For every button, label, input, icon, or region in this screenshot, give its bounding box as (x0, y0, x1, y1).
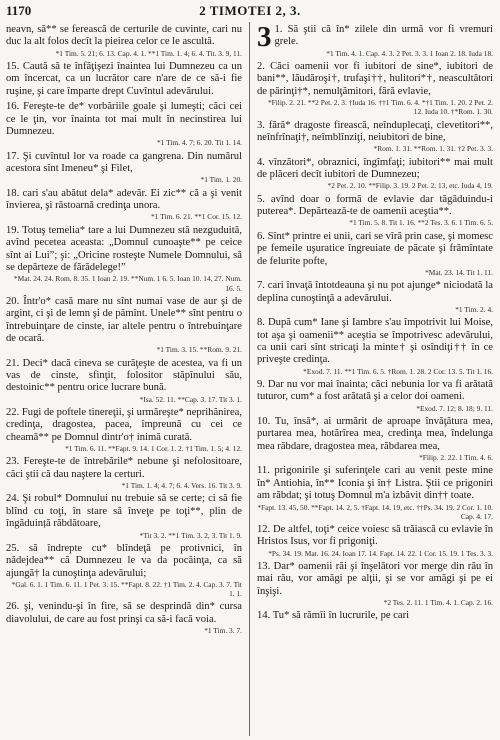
cross-references: *Mat. 23. 14. Tit 1. 11. (425, 267, 493, 277)
verse (257, 465, 493, 521)
left-column (6, 24, 242, 738)
page-header (6, 3, 494, 21)
verse (6, 296, 242, 355)
verse-text: 16. Fereşte-te de* vorbăriile goale şi lumeşti; căci cei ce le ţin, vor înainta tot mai mult în necinstirea lui Dumnezeu. (6, 101, 242, 138)
cross-references: *Ps. 34. 19. Mat. 16. 24. Ioan 17. 14. Fapt. 14. 22. 1 Cor. 15. 19. 1 Tes. 3. 3. (268, 548, 493, 558)
verse-text: 12. De altfel, toţi* ceice voiesc să trăiască cu evlavie în Hristos Isus, vor fi prigoniţi. (257, 524, 493, 548)
verse-text: 14. Tu* să rămîi în lucrurile, pe cari (257, 610, 410, 622)
verse-text: 18. cari s'au abătut dela* adevăr. Ei zic** că a şi venit învierea, şi răstoarnă credinţa unora. (6, 187, 242, 212)
cross-references: *1 Tim. 4. 7; 6. 20. Tit 1. 14. (156, 138, 242, 148)
cross-references: *1 Tim. 6. 11. **Fapt. 9. 14. 1 Cor. 1. 2. †1 Tim. 1. 5; 4. 12. (65, 444, 242, 454)
verse (257, 24, 493, 58)
cross-references: *Exod. 7. 12; 8. 18; 9. 11. (416, 403, 493, 413)
chapter-number: 3 (257, 24, 272, 53)
cross-references: *1 Tim. 5. 8. Tit 1. 16. **2 Tes. 3. 6. 1 Tim. 6. 5. (349, 218, 493, 228)
verse-text: 6. Sînt* printre ei unii, cari se vîră prin case, şi momesc pe femeile uşuratice îngreuiate de păcate şi frămîntate de felurite pofte, (257, 230, 493, 267)
verse (6, 225, 242, 293)
cross-references: *Fapt. 13. 45, 50. **Fapt. 14. 2, 5. †Fapt. 14. 19, etc. ††Ps. 34. 19. 2 Cor. 1. 10. Cap. 4. 17. (257, 502, 493, 521)
verse (257, 194, 493, 228)
verse (6, 101, 242, 147)
verse-text: 7. cari învaţă întotdeauna şi nu pot ajunge* niciodată la deplina cunoştinţă a adevărului. (257, 280, 493, 304)
verse-text: 17. Şi cuvîntul lor va roade ca gangrena. Din numărul acestora sînt Imeneu* şi Filet, (6, 150, 242, 175)
verse-text: neavn, să** se ferească de certurile de cuvinte, cari nu duc la alt folos decît la pieirea celor ce le ascultă. (6, 24, 242, 48)
verse-text: 25. să îndrepte cu* blîndeţă pe protivnici, în nădejdea** că Dumnezeu le va da pocăinţa, ca să ajungă† la cunoştinţa adevărului; (6, 542, 242, 579)
cross-references: *1 Tim. 3. 7. (204, 626, 242, 636)
cross-references: *Exod. 7. 11. **1 Tim. 6. 5. †Rom. 1. 28. 2 Cor. 13. 5. Tit 1. 16. (303, 366, 493, 376)
verse (6, 188, 242, 222)
cross-references: *Tit 3. 2. **1 Tim. 3. 2, 3. Tit 1. 9. (139, 530, 242, 540)
right-column (257, 24, 493, 738)
verse (257, 280, 493, 314)
verse-text: 10. Tu, însă*, ai urmărit de aproape învăţătura mea, purtarea mea, hotărîrea mea, credinţa mea, îndelunga mea răbdare, dragostea mea, răbdarea mea, (257, 415, 493, 452)
verse-text: 19. Totuş temelia* tare a lui Dumnezeu stă nezguduită, avînd pecetea aceasta: „Domnul cunoaşte** pe ceice sînt ai Lui”; şi: „Oricine rosteşte Numele Domnului, să se depărteze de fărădelege!” (6, 224, 242, 273)
cross-references: *1 Tim. 2. 4. (455, 304, 493, 314)
cross-references: *Mat. 24. 24. Rom. 8. 35. 1 Ioan 2. 19. **Num. 1 6. 5. Ioan 10. 14, 27. Num. 16. 5. (13, 274, 242, 293)
verse (6, 151, 242, 185)
cross-references: *Isa. 52. 11. **Cap. 3. 17. Tit 3. 1. (139, 394, 242, 404)
page-number: 1170 (6, 3, 32, 18)
verse-text: 3. fără* dragoste firească, neînduplecaţi, clevetitori**, neînfrînaţi†, neîmblînziţi, neiubitori de bine, (257, 119, 493, 144)
verse-text: 21. Deci* dacă cineva se curăţeşte de acestea, va fi un vas de cinste, sfinţit, folositor stăpînului său, destoinic** pentru orice lucrare bună. (6, 357, 242, 394)
verse (257, 610, 493, 622)
running-title: 2 TIMOTEI 2, 3. (199, 3, 301, 18)
cross-references: *1 Tim. 1. 4; 4. 7; 6. 4. Vers. 16. Tit 3. 9. (121, 481, 242, 491)
verse (257, 317, 493, 376)
verse-text: 5. avînd doar o formă de evlavie dar tăgăduindu-i puterea*. Depărtează-te de oamenii aceştia**. (257, 193, 493, 218)
verse (257, 524, 493, 558)
verse (6, 358, 242, 404)
cross-references: *Filip. 2. 21. **2 Pet. 2. 3. †Iuda 16. ††1 Tim. 6. 4. *†1 Tim. 1. 20. 2 Pet. 2. 12. Iuda 10. †*Rom. 1. 30. (267, 98, 493, 117)
verse (6, 61, 242, 98)
verse-text: 9. Dar nu vor mai înainta; căci nebunia lor va fi arătată tuturor, cum* a fost arătată şi a celor doi oameni. (257, 378, 493, 403)
verse (257, 120, 493, 154)
verse (257, 61, 493, 117)
column-divider (249, 22, 250, 736)
verse-text: 2. Căci oamenii vor fi iubitori de sine*, iubitori de bani**, lăudăroşi†, trufaşi††, hulitori*†, neascultători de părinţi†*, nemulţămitori, fără evlavie, (257, 61, 493, 97)
verse (6, 407, 242, 453)
verse (6, 456, 242, 490)
verse (257, 416, 493, 462)
verse-text: 20. Într'o* casă mare nu sînt numai vase de aur şi de argint, ci şi de lemn şi de pămînt. Unele** sînt pentru o întrebuinţare de cinste, iar altele pentru o întrebuinţare de ocară. (6, 295, 242, 344)
verse (257, 561, 493, 607)
verse (6, 543, 242, 599)
cross-references: *Gal. 6. 1. 1 Tim. 6. 11. 1 Pet. 3. 15. **Fapt. 8. 22. †1 Tim. 2. 4. Cap. 3. 7. Tit 1. 1. (11, 580, 242, 599)
cross-references: *1 Tim. 6. 21. **1 Cor. 15. 12. (151, 212, 242, 222)
verse-text: 22. Fugi de poftele tinereţii, şi urmăreşte* neprihănirea, credinţa, dragostea, pacea, împreună cu cei ce cheamă** pe Domnul dintr'o† inimă curată. (6, 406, 242, 443)
cross-references: *1 Tim. 3. 15. **Rom. 9. 21. (156, 345, 242, 355)
verse-text: 23. Fereşte-te de întrebările* nebune şi nefolositoare, căci ştii că dau naştere la certuri. (6, 456, 242, 480)
verse-text: 1. Să ştii că în* zilele din urmă vor fi vremuri grele. (274, 24, 493, 48)
verse-text: 26. şi, venindu-şi în fire, să se desprindă din* cursa diavolului, de care au fost prinşi ca să-i facă voia. (6, 601, 242, 625)
verse-text: 13. Dar* oamenii răi şi înşelători vor merge din rău în mai rău, vor amăgi pe alţii, şi se vor amăgi şi pe ei înşişi. (257, 561, 493, 597)
verse (257, 379, 493, 413)
verse-text: 4. vînzători*, obraznici, îngîmfaţi; iubitori** mai mult de plăceri decît iubitori de Dumnezeu; (257, 156, 493, 181)
verse (257, 231, 493, 277)
cross-references: *Rom. 1. 31. **Rom. 1. 31. †2 Pet. 3. 3. (373, 144, 493, 154)
verse (6, 601, 242, 635)
cross-references: *2 Pet. 2. 10. **Filip. 3. 19. 2 Pet. 2. 13, etc. Iuda 4, 19. (327, 181, 493, 191)
verse (6, 493, 242, 539)
cross-references: *1 Tim. 5. 21; 6. 13. Cap. 4. 1. **1 Tim. 1. 4; 6. 4. Tit. 3. 9, 11. (55, 48, 242, 58)
verse-text: 24. Şi robul* Domnului nu trebuie să se certe; ci să fie blînd cu toţi, în stare să înveţe pe toţi**, plin de îngăduință răbdătoare, (6, 493, 242, 530)
verse-text: 8. După cum* Iane şi Iambre s'au împotrivit lui Moise, tot aşa şi oamenii** aceştia se împotrivesc adevărului, ca unii cari sînt stricaţi la minte† şi osîndiţi†† în ce priveşte credinţa. (257, 317, 493, 366)
cross-references: *1 Tim. 1. 20. (200, 175, 242, 185)
verse (6, 24, 242, 58)
cross-references: *1 Tim. 4. 1. Cap. 4. 3. 2 Pet. 3. 3. 1 Ioan 2. 18. Iuda 18. (326, 48, 493, 58)
verse (257, 157, 493, 191)
verse-text: 15. Caută să te înfăţişezi înaintea lui Dumnezeu ca un om încercat, ca un lucrător care n'are de ce să-i fie ruşine, şi care împarte drept Cuvîntul adevărului. (6, 61, 242, 97)
cross-references: *Filip. 2. 22. 1 Tim. 4. 6. (419, 453, 493, 463)
verse-text: 11. prigonirile şi suferinţele cari au venit peste mine în* Antiohia, în** Iconia şi în† Listra. Ştii ce prigoniri am răbdat; şi totuş Domnul m'a izbăvit din†† toate. (257, 465, 493, 502)
cross-references: *2 Tes. 2. 11. 1 Tim. 4. 1. Cap. 2. 16. (383, 598, 493, 608)
